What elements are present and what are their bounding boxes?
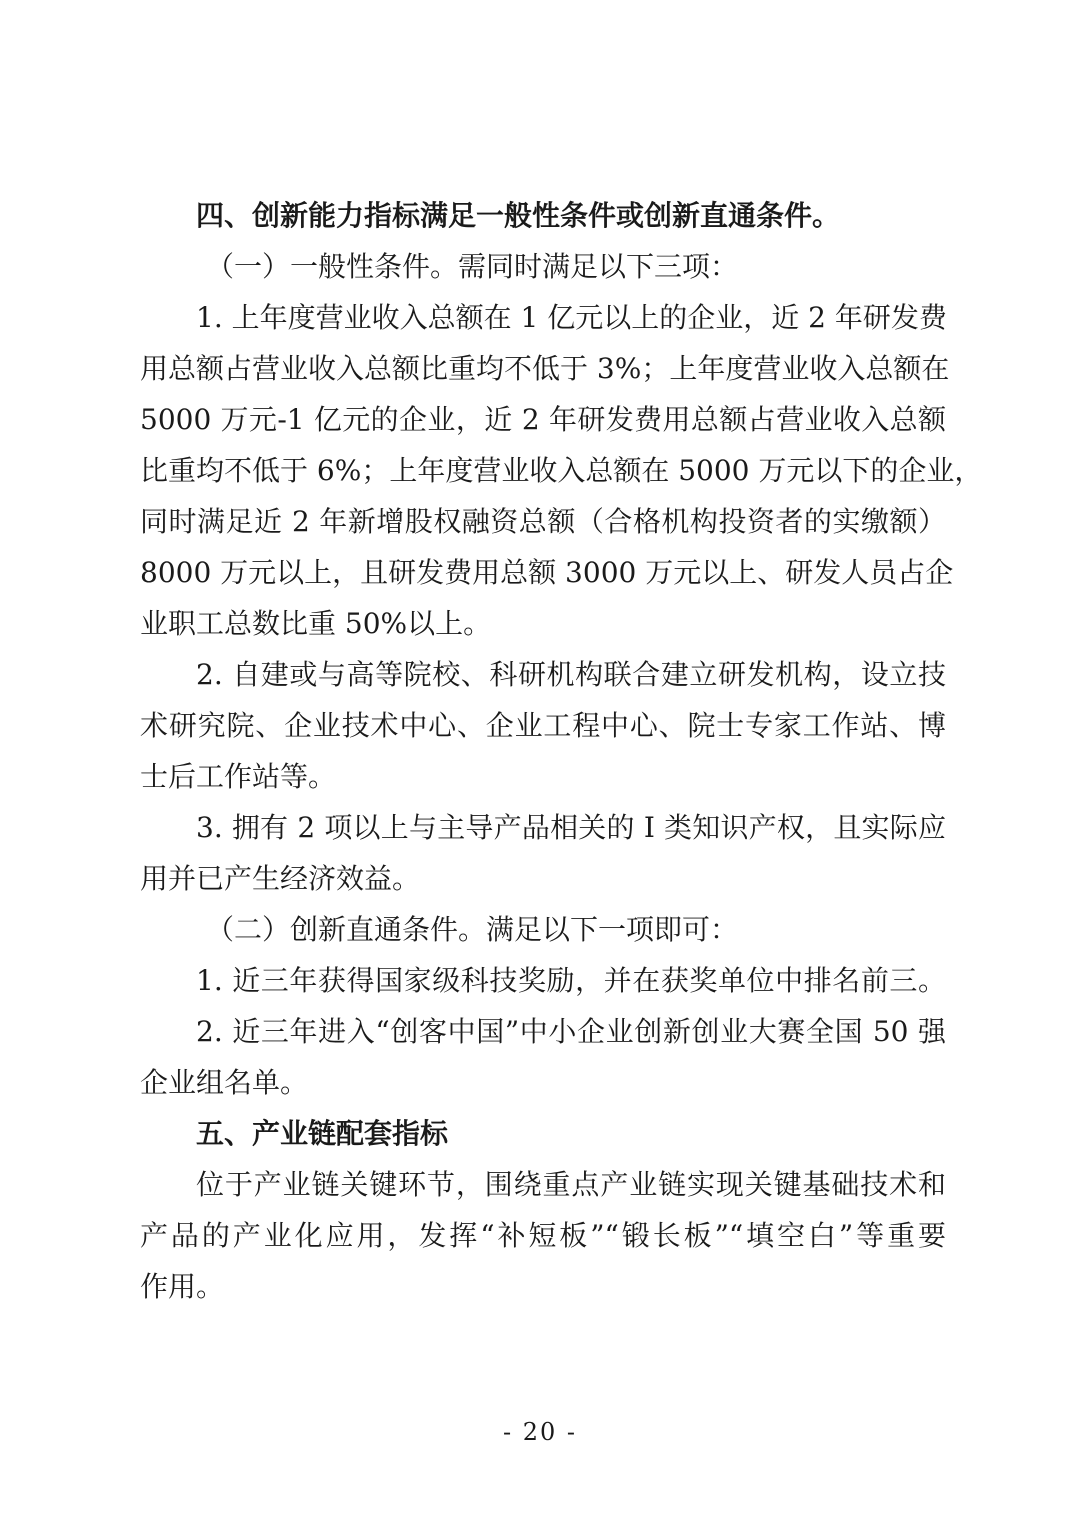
subsection-title-general: （一）一般性条件。需同时满足以下三项： (206, 250, 739, 283)
paragraph-line: 8000 万元以上，且研发费用总额 3000 万元以上、研发人员占企 (140, 556, 954, 589)
section-heading-5: 五、产业链配套指标 (196, 1117, 449, 1150)
paragraph-line: 士后工作站等。 (140, 760, 337, 793)
document-body (140, 190, 983, 1312)
paragraph-line: 产品的产业化应用，发挥“补短板”“锻长板”“填空白”等重要 (140, 1219, 946, 1252)
paragraph-line: 位于产业链关键环节，围绕重点产业链实现关键基础技术和 (196, 1168, 946, 1201)
paragraph-line: 1. 近三年获得国家级科技奖励，并在获奖单位中排名前三。 (196, 964, 946, 997)
paragraph-line: 1. 上年度营业收入总额在 1 亿元以上的企业，近 2 年研发费 (196, 301, 947, 334)
paragraph-line: 作用。 (140, 1270, 225, 1303)
paragraph-line: 3. 拥有 2 项以上与主导产品相关的 I 类知识产权，且实际应 (196, 811, 946, 844)
paragraph-line: 术研究院、企业技术中心、企业工程中心、院士专家工作站、博 (140, 709, 946, 742)
subsection-title-direct: （二）创新直通条件。满足以下一项即可： (206, 913, 739, 946)
paragraph-line: 同时满足近 2 年新增股权融资总额（合格机构投资者的实缴额） (140, 505, 946, 538)
page-number: - 20 - (502, 1418, 577, 1446)
paragraph-line: 2. 自建或与高等院校、科研机构联合建立研发机构，设立技 (196, 658, 946, 691)
paragraph-line: 业职工总数比重 50%以上。 (140, 607, 492, 640)
section-heading-4: 四、创新能力指标满足一般性条件或创新直通条件。 (196, 199, 841, 232)
paragraph-line: 用并已产生经济效益。 (140, 862, 421, 895)
paragraph-line: 2. 近三年进入“创客中国”中小企业创新创业大赛全国 50 强 (196, 1015, 946, 1048)
paragraph-line: 5000 万元-1 亿元的企业，近 2 年研发费用总额占营业收入总额 (140, 403, 946, 436)
paragraph-line: 用总额占营业收入总额比重均不低于 3%；上年度营业收入总额在 (140, 352, 950, 385)
paragraph-line: 企业组名单。 (140, 1066, 309, 1099)
paragraph-line: 比重均不低于 6%；上年度营业收入总额在 5000 万元以下的企业， (140, 454, 983, 487)
